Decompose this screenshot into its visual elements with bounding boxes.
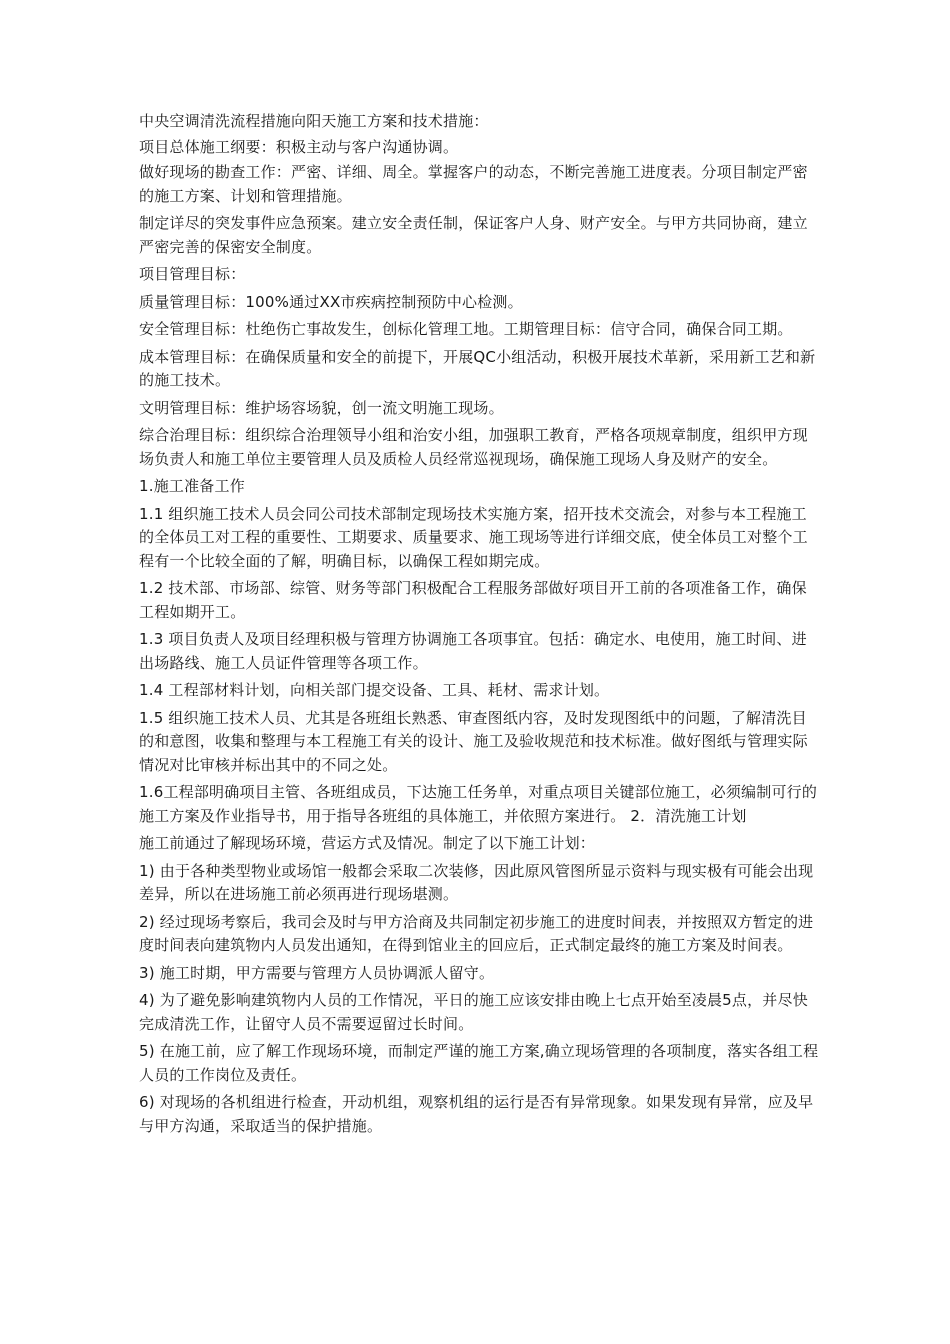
- list-item-4: 4) 为了避免影响建筑物内人员的工作情况，平日的施工应该安排由晚上七点开始至凌晨5点，并尽快完成清洗工作，让留守人员不需要逗留过长时间。: [139, 991, 808, 1033]
- paragraph-cost-goal: 成本管理目标：在确保质量和安全的前提下，开展QC小组活动，积极开展技术革新，采用新工艺和新的施工技术。: [139, 347, 816, 389]
- paragraph-1-3: 1.3 项目负责人及项目经理积极与管理方协调施工各项事宜。包括：确定水、电使用，施工时间、进出场路线、施工人员证件管理等各项工作。: [139, 630, 807, 672]
- list-item-6: 6) 对现场的各机组进行检查，开动机组，观察机组的运行是否有异常现象。如果发现有异常，应及早与甲方沟通，采取适当的保护措施。: [139, 1093, 814, 1135]
- list-item-5: 5) 在施工前，应了解工作现场环境，而制定严谨的施工方案,确立现场管理的各项制度，落实各组工程人员的工作岗位及责任。: [139, 1042, 819, 1084]
- heading-preparation: 1.施工准备工作: [139, 477, 245, 495]
- paragraph-1-1: 1.1 组织施工技术人员会同公司技术部制定现场技术实施方案，招开技术交流会，对参与本工程施工的全体员工对工程的重要性、工期要求、质量要求、施工现场等进行详细交底，使全体员工对整个工程有一个比较全面的了解，明确目标，以确保工程如期完成。: [139, 504, 808, 570]
- paragraph-1-4: 1.4 工程部材料计划，向相关部门提交设备、工具、耗材、需求计划。: [139, 681, 610, 699]
- heading-project-goals: 项目管理目标：: [139, 265, 246, 283]
- paragraph-civilized-goal: 文明管理目标：维护场容场貌，创一流文明施工现场。: [139, 398, 504, 417]
- paragraph-emergency-plan: 制定详尽的突发事件应急预案。建立安全责任制，保证客户人身、财产安全。与甲方共同协商，建立严密完善的保密安全制度。: [139, 214, 808, 256]
- paragraph-safety-goal: 安全管理目标：杜绝伤亡事故发生，创标化管理工地。工期管理目标：信守合同，确保合同工期。: [139, 320, 793, 338]
- paragraph-plan-intro: 施工前通过了解现场环境，营运方式及情况。制定了以下施工计划：: [139, 834, 596, 852]
- paragraph-governance-goal: 综合治理目标：组织综合治理领导小组和治安小组，加强职工教育，严格各项规章制度，组织甲方现场负责人和施工单位主要管理人员及质检人员经常巡视现场，确保施工现场人身及财产的安全。: [139, 426, 808, 468]
- paragraph-1-5: 1.5 组织施工技术人员、尤其是各班组长熟悉、审查图纸内容，及时发现图纸中的问题，了解清洗目的和意图，收集和整理与本工程施工有关的设计、施工及验收规范和技术标准。做好图纸与管理实际情况对比审核并标出其中的不同之处。: [139, 708, 808, 774]
- paragraph-1-2: 1.2 技术部、市场部、综管、财务等部门积极配合工程服务部做好项目开工前的各项准备工作，确保工程如期开工。: [139, 579, 807, 621]
- document-title: 中央空调清洗流程措施向阳天施工方案和技术措施：: [139, 112, 489, 130]
- list-item-1: 1) 由于各种类型物业或场馆一般都会采取二次装修，因此原风管图所显示资料与现实极有可能会出现差异，所以在进场施工前必须再进行现场堪测。: [139, 861, 814, 903]
- paragraph-1-6: 1.6工程部明确项目主管、各班组成员，下达施工任务单，对重点项目关键部位施工，必须编制可行的施工方案及作业指导书，用于指导各班组的具体施工，并依照方案进行。 2．清洗施工计划: [139, 783, 818, 825]
- document-body: [139, 110, 819, 1142]
- paragraph-quality-goal: 质量管理目标：100%通过XX市疾病控制预防中心检测。: [139, 292, 523, 311]
- list-item-2: 2) 经过现场考察后，我司会及时与甲方洽商及共同制定初步施工的进度时间表，并按照双方暂定的进度时间表向建筑物内人员发出通知，在得到馆业主的回应后，正式制定最终的施工方案及时间表。: [139, 912, 814, 954]
- paragraph-overall-outline: 项目总体施工纲要：积极主动与客户沟通协调。: [139, 137, 459, 156]
- paragraph-site-survey: 做好现场的勘查工作：严密、详细、周全。掌握客户的动态，不断完善施工进度表。分项目制定严密的施工方案、计划和管理措施。: [139, 163, 808, 205]
- list-item-3: 3) 施工时期，甲方需要与管理方人员协调派人留守。: [139, 963, 495, 982]
